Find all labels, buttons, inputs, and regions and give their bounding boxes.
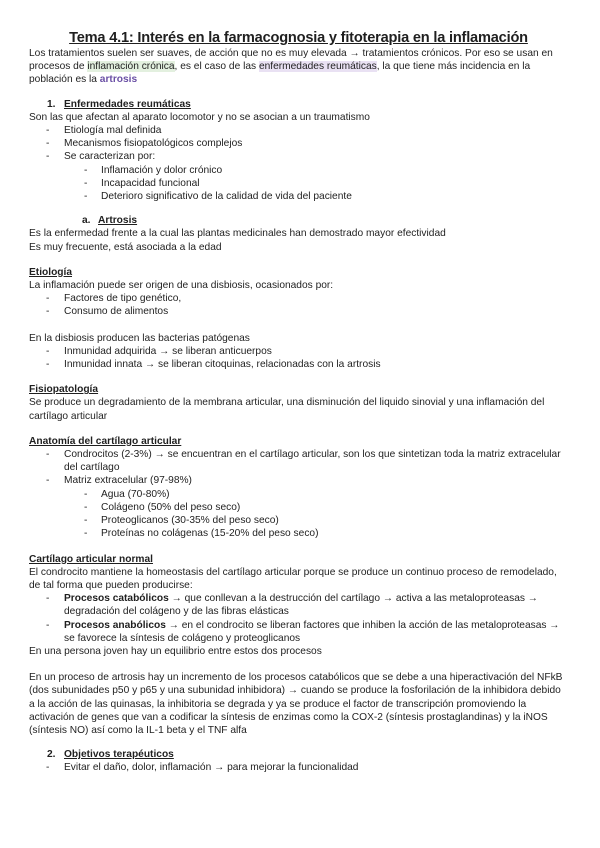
list-item: - Proteínas no colágenas (15-20% del peso seco) (29, 527, 568, 540)
etiologia-list (29, 292, 568, 318)
page-title: Tema 4.1: Interés en la farmacognosia y fitoterapia en la inflamación (69, 30, 528, 46)
list-item: - Inmunidad adquirida → se liberan anticuerpos (29, 345, 568, 358)
section-1-list (29, 124, 568, 164)
list-item: - Etiología mal definida (29, 124, 568, 137)
artrosis-line-2: Es muy frecuente, está asociada a la edad (29, 241, 222, 253)
disbiosis-list (29, 345, 568, 371)
list-item: - Condrocitos (2-3%) → se encuentran en el cartílago articular, son los que sintetizan toda la matriz extracelular del cartílago (29, 448, 568, 474)
etiologia-heading: Etiología (29, 266, 73, 278)
list-item: - Matriz extracelular (97-98%) (29, 474, 568, 487)
list-item: - Procesos anabólicos → en el condrocito se liberan factores que inhiben la acción de las metaloproteasas → se favorece la síntesis de colágeno y proteoglicanos (29, 619, 568, 645)
list-item: - Mecanismos fisiopatológicos complejos (29, 137, 568, 150)
section-1-heading: 1. Enfermedades reumáticas (47, 98, 191, 110)
section-2-list (29, 761, 568, 774)
highlight-enfermedades-reumaticas: enfermedades reumáticas (258, 61, 377, 73)
highlight-artrosis: artrosis (99, 74, 138, 86)
list-item: - Se caracterizan por: (29, 150, 568, 163)
fisiopatologia-heading: Fisiopatología (29, 384, 99, 396)
section-1-sublist (29, 164, 568, 204)
list-item: - Evitar el daño, dolor, inflamación → para mejorar la funcionalidad (29, 761, 568, 774)
anatomia-heading: Anatomía del cartílago articular (29, 435, 182, 447)
fisiopatologia-desc: Se produce un degradamiento de la membrana articular, una disminución del liquido sinovial y una inflamación del cartílago articular (29, 397, 545, 422)
section-1a-heading: a. Artrosis (82, 215, 138, 227)
list-item: - Incapacidad funcional (29, 177, 568, 190)
list-item: - Procesos catabólicos → que conllevan a la destrucción del cartílago → activa a las metaloproteasas → degradación del colágeno y de las fibras elásticas (29, 592, 568, 618)
artrosis-line-1: Es la enfermedad frente a la cual las plantas medicinales han demostrado mayor efectividad (29, 228, 446, 240)
list-item: - Colágeno (50% del peso seco) (29, 501, 568, 514)
list-item: - Agua (70-80%) (29, 488, 568, 501)
cartilago-equilibrio: En una persona joven hay un equilibrio entre estos dos procesos (29, 645, 322, 657)
disbiosis-desc: En la disbiosis producen las bacterias patógenas (29, 332, 250, 344)
list-item: - Deterioro significativo de la calidad de vida del paciente (29, 190, 568, 203)
cartilago-list (29, 592, 568, 645)
section-1-desc: Son las que afectan al aparato locomotor y no se asocian a un traumatismo (29, 111, 370, 123)
etiologia-desc: La inflamación puede ser origen de una disbiosis, ocasionados por: (29, 280, 334, 292)
list-item: - Proteoglicanos (30-35% del peso seco) (29, 514, 568, 527)
artrosis-mechanism-paragraph: En un proceso de artrosis hay un incremento de los procesos catabólicos que se debe a una hiperactivación del NFkB (dos subunidades p50 y p65 y una subunidad inhibidora) → cuando se produce la fosforilación de la inhibidora debido a la acción de las quinasas, la inhibitoria se degrada y ya se produce el factor de transcripción promoviendo la activación de genes que van a codificar la síntesis de enzimas como la COX-2 (síntesis prostaglandinas) y la iNOS (síntesis NO) así como la IL-1 beta y el TNF alfa (29, 672, 563, 736)
highlight-inflamacion-cronica: inflamación crónica (87, 61, 175, 73)
list-item: - Consumo de alimentos (29, 305, 568, 318)
intro-paragraph: Los tratamientos suelen ser suaves, de acción que no es muy elevada → tratamientos crónicos. Por eso se usan en procesos de inflamación crónica, es el caso de las enfermedades reumáticas, la que tiene más incidencia en la población es la artrosis (29, 48, 553, 86)
section-2-heading: 2. Objetivos terapéuticos (47, 749, 174, 761)
list-item: - Factores de tipo genético, (29, 292, 568, 305)
cartilago-desc: El condrocito mantiene la homeostasis del cartílago articular porque se produce un continuo proceso de remodelado, de tal forma que pueden producirse: (29, 566, 557, 591)
anatomia-list (29, 448, 568, 488)
list-item: - Inmunidad innata → se liberan citoquinas, relacionadas con la artrosis (29, 358, 568, 371)
cartilago-heading: Cartílago articular normal (29, 553, 153, 565)
list-item: - Inflamación y dolor crónico (29, 164, 568, 177)
anatomia-sublist (29, 488, 568, 541)
